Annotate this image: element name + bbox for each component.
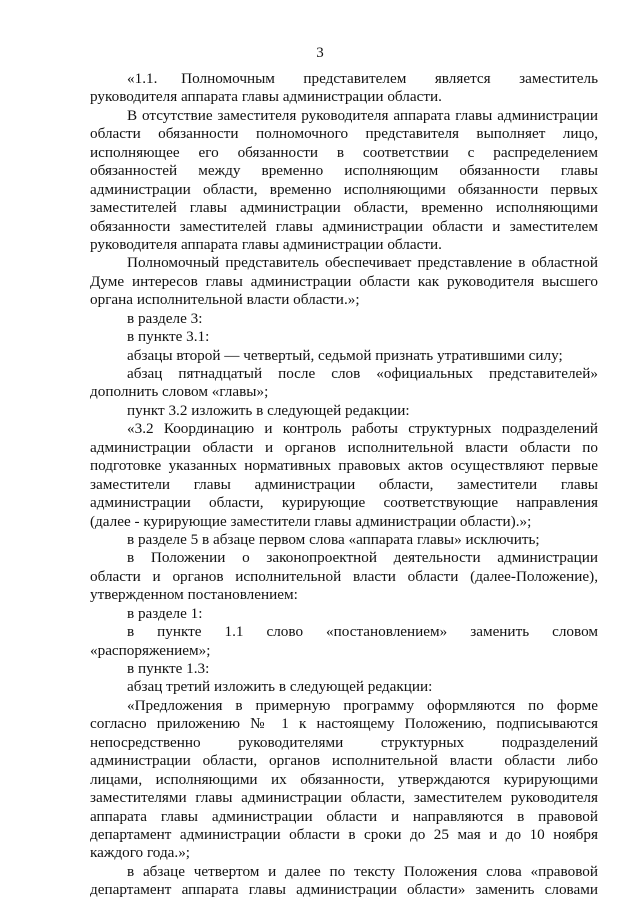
text-line: администрации области, курирующие соответствующие направления: [90, 494, 598, 512]
text-line: Думе интересов главы администрации области как руководителя высшего: [90, 272, 598, 290]
text-line: области и органов исполнительной власти области (далее-Положение),: [90, 567, 598, 585]
text-line: каждого года.»;: [90, 844, 191, 862]
text-line: администрации области, органов исполнительной власти области либо: [90, 752, 598, 770]
text-line: в разделе 3:: [127, 309, 203, 327]
text-line: в Положении о законопроектной деятельности администрации: [127, 549, 598, 567]
text-line: «3.2 Координацию и контроль работы структурных подразделений: [127, 420, 598, 438]
text-line: аппарата главы администрации области и направляются в правовой: [90, 807, 598, 825]
text-line: «Предложения в примерную программу оформляются по форме: [127, 696, 598, 714]
text-line: (далее - курирующие заместители главы администрации области).»;: [90, 512, 532, 530]
text-line: согласно приложению № 1 к настоящему Положению, подписываются: [90, 715, 598, 733]
text-line: департамент администрации области в сроки до 25 мая и до 10 ноября: [90, 825, 598, 843]
document-body: [90, 70, 598, 900]
text-line: В отсутствие заместителя руководителя аппарата главы администрации: [127, 106, 598, 124]
text-line: руководителя аппарата главы администрации области.: [90, 235, 442, 253]
page-number: 3: [316, 45, 324, 61]
text-line: руководителя аппарата главы администрации области.: [90, 88, 442, 106]
text-line: заместителями главы администрации области, заместителем руководителя: [90, 789, 598, 807]
text-line: в абзаце четвертом и далее по тексту Положения слова «правовой: [127, 862, 598, 880]
text-line: обязанностей между временно исполняющим обязанности главы: [90, 162, 598, 180]
text-line: администрации области и органов исполнительной власти области по: [90, 438, 598, 456]
text-line: заместители главы администрации области, заместители главы: [90, 475, 598, 493]
text-line: пункт 3.2 изложить в следующей редакции:: [127, 401, 410, 419]
text-line: лицами, исполняющими их обязанности, утверждаются курирующими: [90, 770, 598, 788]
text-line: подготовке указанных нормативных правовых актов осуществляют первые: [90, 457, 598, 475]
text-line: Полномочный представитель обеспечивает представление в областной: [127, 254, 598, 272]
text-line: абзац третий изложить в следующей редакции:: [127, 678, 433, 696]
text-line: в разделе 1:: [127, 604, 203, 622]
text-line: в пункте 1.1 слово «постановлением» заменить словом: [127, 623, 598, 641]
text-line: в пункте 3.1:: [127, 328, 210, 346]
text-line: администрации области, временно исполняющими обязанности первых: [90, 180, 598, 198]
text-line: абзац пятнадцатый после слов «официальных представителей»: [127, 365, 598, 382]
text-line: в разделе 5 в абзаце первом слова «аппарата главы» исключить;: [127, 530, 540, 548]
text-line: заместителей главы администрации области, временно исполняющими: [90, 199, 598, 217]
text-line: абзацы второй — четвертый, седьмой признать утратившими силу;: [127, 346, 563, 364]
text-line: исполняющее его обязанности в соответствии с распределением: [90, 143, 598, 161]
text-line: департамент аппарата главы администрации области» заменить словами: [90, 881, 598, 899]
text-line: «распоряжением»;: [90, 641, 211, 659]
text-line: органа исполнительной власти области.»;: [90, 291, 360, 309]
text-line: обязанности заместителей главы администрации области и заместителем: [90, 217, 598, 235]
text-line: области обязанности полномочного представителя выполняет лицо,: [90, 125, 598, 143]
text-line: в пункте 1.3:: [127, 660, 210, 677]
text-line: «1.1. Полномочным представителем является заместитель: [127, 70, 598, 87]
text-line: непосредственно руководителями структурных подразделений: [90, 733, 598, 751]
text-line: утвержденном постановлением:: [90, 586, 298, 604]
text-line: дополнить словом «главы»;: [90, 383, 269, 401]
